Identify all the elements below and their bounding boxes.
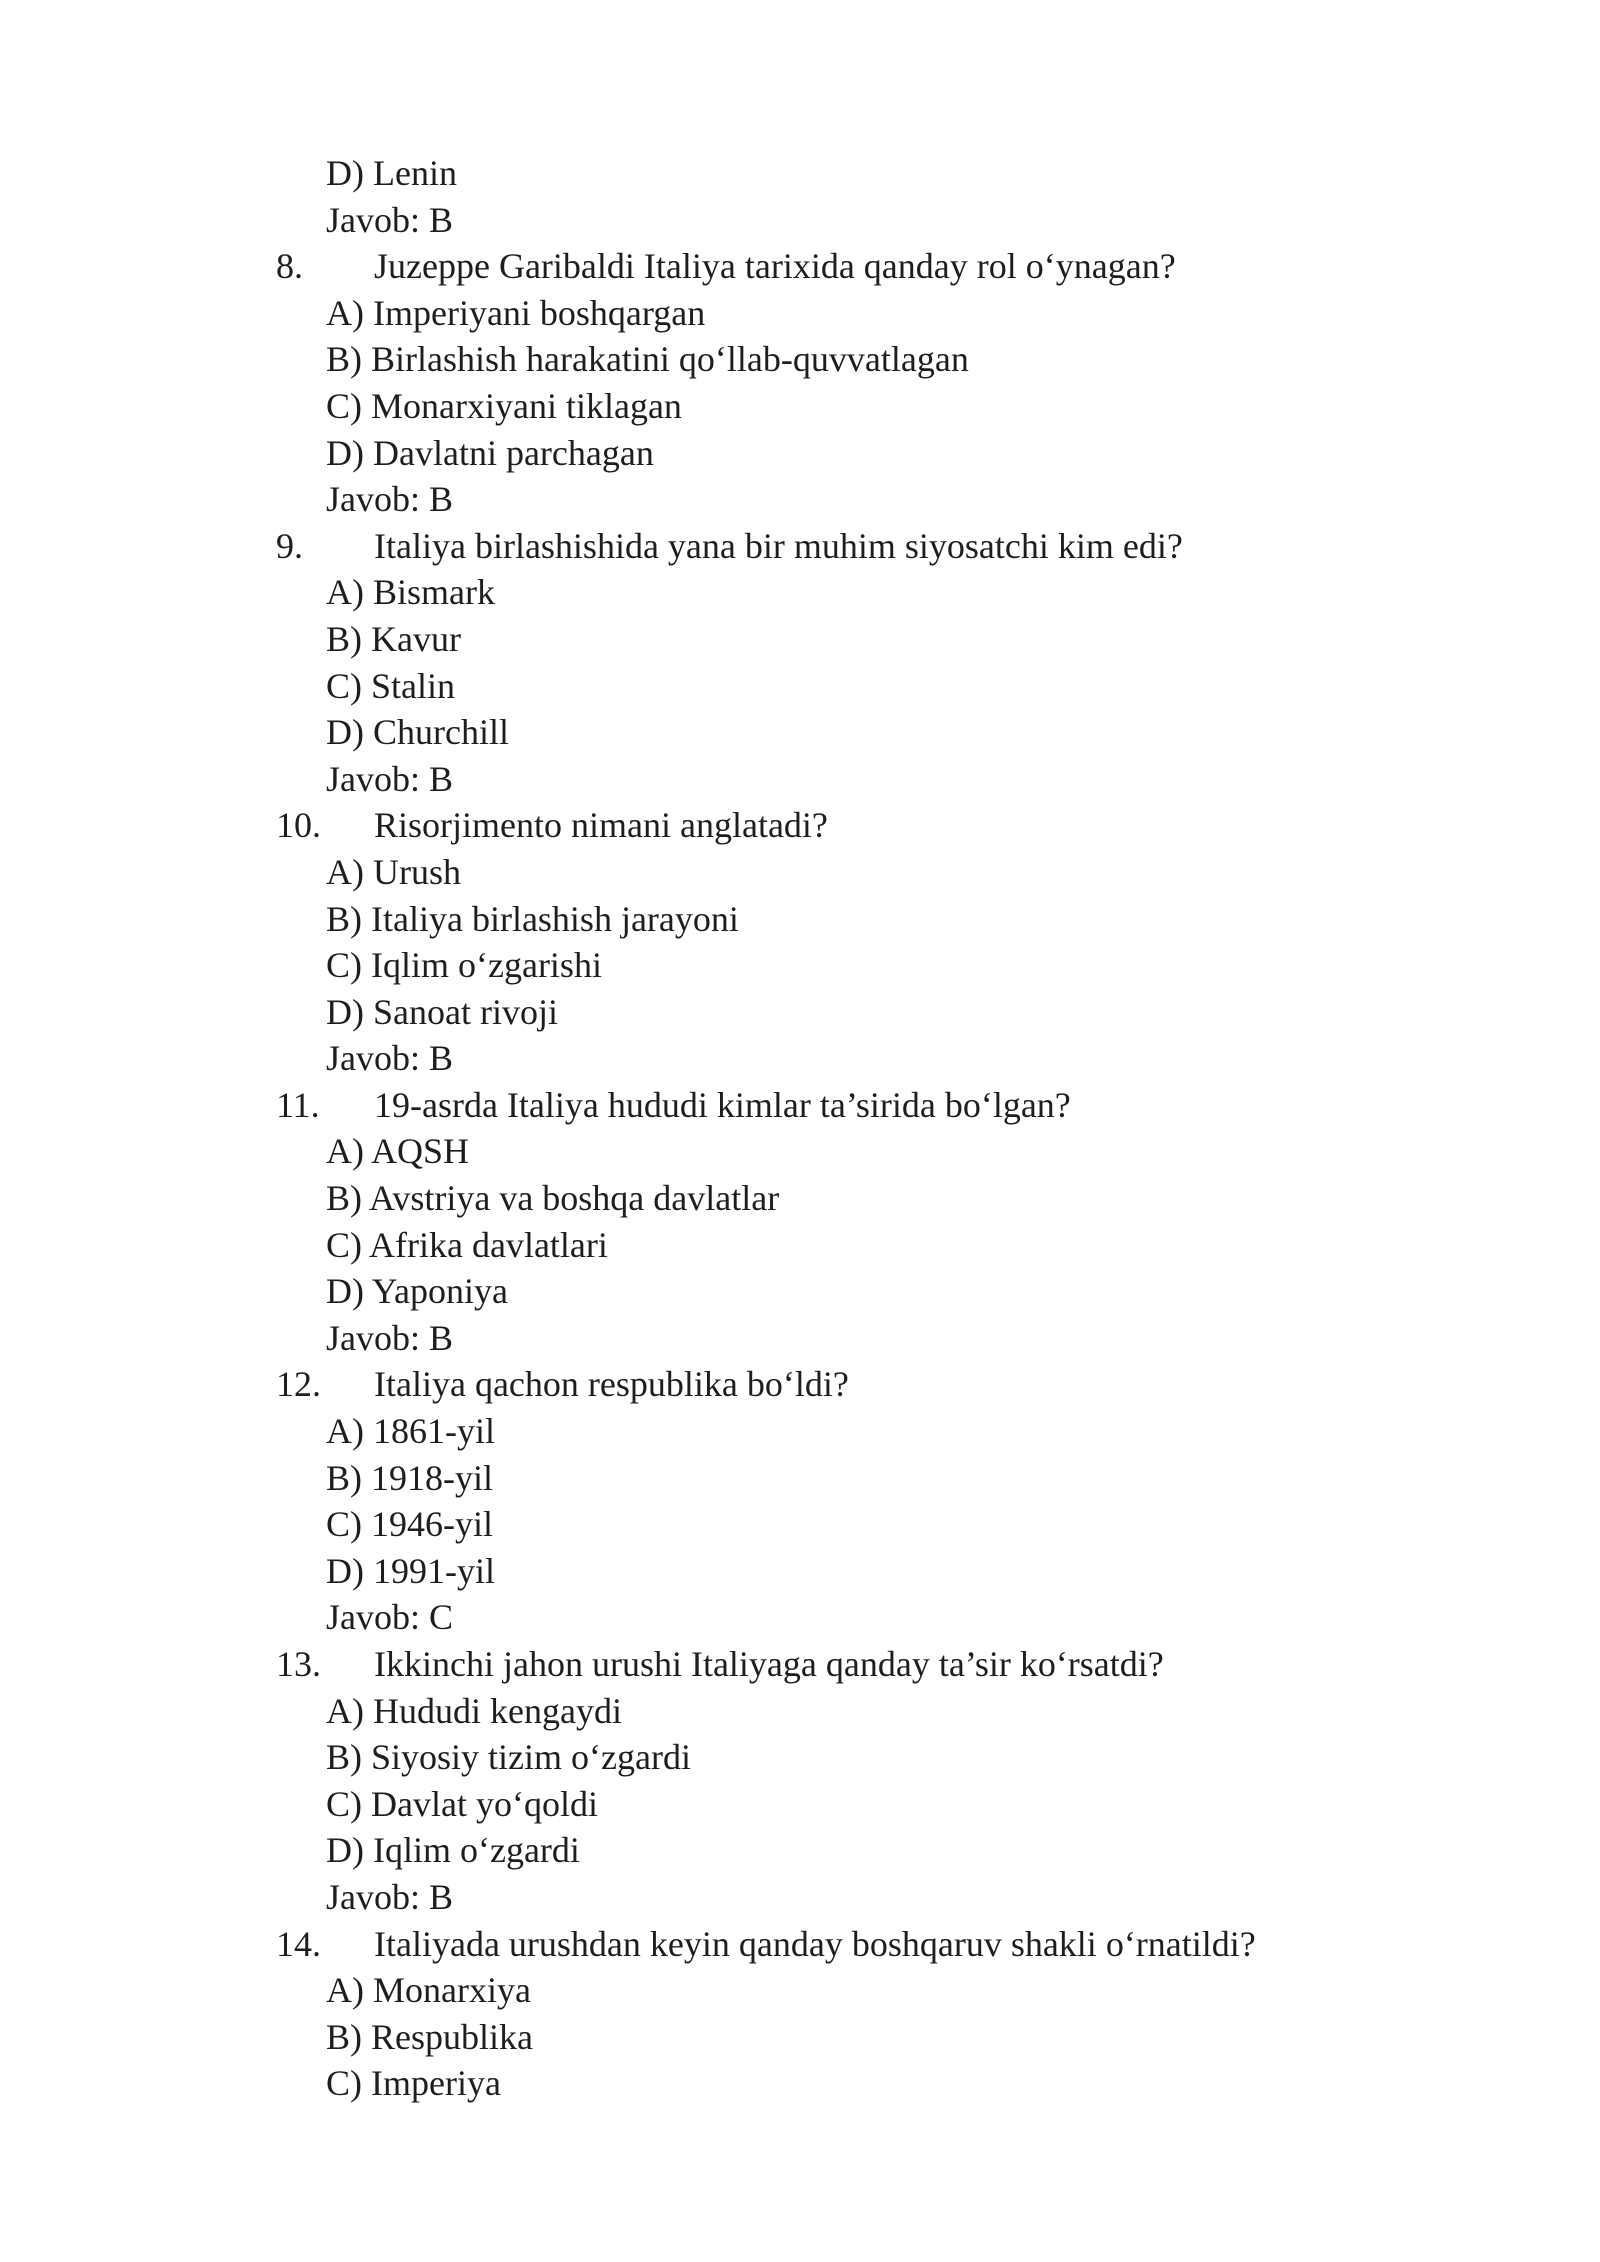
answer-text: Javob: B xyxy=(326,479,454,520)
option-text: B) 1918-yil xyxy=(326,1457,493,1498)
question-text: Italiyada urushdan keyin qanday boshqaruv shakli o‘rnatildi? xyxy=(374,1923,1256,1964)
option-text: D) Churchill xyxy=(326,712,509,753)
question-line xyxy=(276,1641,1476,1688)
option-text: D) 1991-yil xyxy=(326,1550,495,1591)
question-line xyxy=(276,523,1476,570)
option-text: D) Yaponiya xyxy=(326,1271,509,1312)
question-line xyxy=(276,243,1476,290)
answer-text: Javob: B xyxy=(326,1038,454,1079)
option-text: A) Urush xyxy=(326,851,461,892)
answer-text: Javob: C xyxy=(326,1597,454,1638)
option-text: C) Stalin xyxy=(326,665,456,706)
question-line xyxy=(276,1082,1476,1129)
option-text: B) Respublika xyxy=(326,2016,533,2057)
question-text: Italiya birlashishida yana bir muhim siyosatchi kim edi? xyxy=(374,525,1183,566)
question-text: Ikkinchi jahon urushi Italiyaga qanday ta’sir ko‘rsatdi? xyxy=(374,1644,1164,1684)
answer-text: Javob: B xyxy=(326,758,454,799)
option-text: A) Monarxiya xyxy=(326,1970,531,2011)
question-number: 12. xyxy=(276,1364,321,1405)
option-text: A) Hududi kengaydi xyxy=(326,1690,622,1731)
option-text: C) Monarxiyani tiklagan xyxy=(326,385,682,426)
option-text: C) Afrika davlatlari xyxy=(326,1224,608,1265)
question-line xyxy=(276,1361,1476,1408)
question-line xyxy=(276,802,1476,849)
question-number: 14. xyxy=(276,1923,321,1964)
option-text: A) Imperiyani boshqargan xyxy=(326,292,706,333)
question-number: 10. xyxy=(276,805,321,846)
question-text: 19-asrda Italiya hududi kimlar ta’sirida bo‘lgan? xyxy=(374,1084,1071,1125)
option-text: C) Iqlim o‘zgarishi xyxy=(326,945,602,986)
question-number: 11. xyxy=(276,1084,320,1125)
question-text: Juzeppe Garibaldi Italiya tarixida qanday rol o‘ynagan? xyxy=(374,246,1176,287)
option-text: D) Lenin xyxy=(326,153,457,193)
answer-text: Javob: B xyxy=(326,1876,454,1917)
option-text: C) Imperiya xyxy=(326,2063,501,2104)
question-number: 13. xyxy=(276,1644,321,1684)
question-text: Italiya qachon respublika bo‘ldi? xyxy=(374,1364,849,1405)
question-number: 9. xyxy=(276,525,303,566)
answer-text: Javob: B xyxy=(326,1317,454,1358)
option-text: A) AQSH xyxy=(326,1131,470,1172)
option-text: B) Siyosiy tizim o‘zgardi xyxy=(326,1737,691,1778)
option-text: C) 1946-yil xyxy=(326,1504,493,1545)
question-text: Risorjimento nimani anglatadi? xyxy=(374,805,828,846)
question-number: 8. xyxy=(276,246,303,287)
quiz-content xyxy=(276,150,1476,2107)
option-text: D) Iqlim o‘zgardi xyxy=(326,1830,580,1871)
option-text: A) 1861-yil xyxy=(326,1411,495,1452)
option-text: D) Sanoat rivoji xyxy=(326,991,558,1032)
answer-text: Javob: B xyxy=(326,199,454,240)
option-text: A) Bismark xyxy=(326,572,495,613)
option-text: C) Davlat yo‘qoldi xyxy=(326,1783,598,1824)
option-text: D) Davlatni parchagan xyxy=(326,432,654,473)
option-text: B) Italiya birlashish jarayoni xyxy=(326,898,739,939)
option-text: B) Birlashish harakatini qo‘llab-quvvatlagan xyxy=(326,339,969,380)
option-text: B) Kavur xyxy=(326,618,461,659)
option-text: B) Avstriya va boshqa davlatlar xyxy=(326,1178,780,1219)
question-line xyxy=(276,1921,1476,1968)
